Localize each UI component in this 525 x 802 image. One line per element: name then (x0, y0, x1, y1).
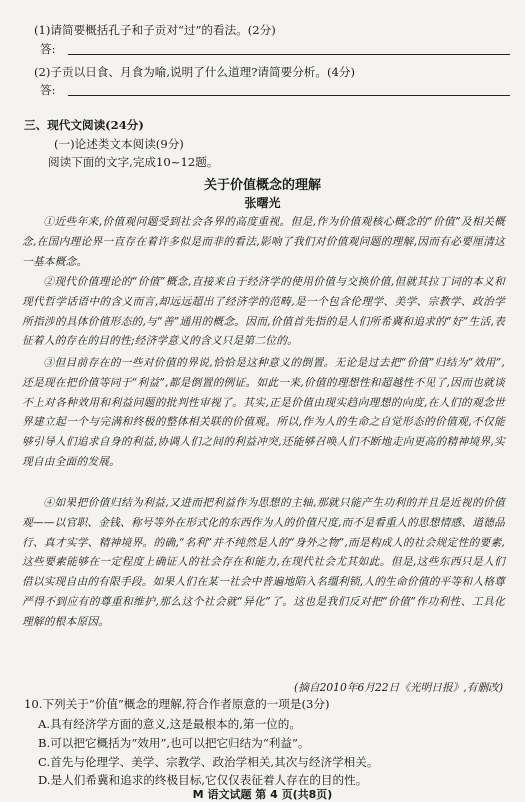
article-paragraph-3: ③但目前存在的一些对价值的界说,恰恰是这种意义的倒置。无论是过去把“价值”归结为“效用”,还是现在把价值等同于“利益”,都是倒置的例证。如此一来,价值的理想性和超越性不见了,因而也就谈不上对各种效用和利益问题的批判性审视了。其实,正是价值由现实趋向理想的向度,在人们的观念世界建立起一个与完满和终极的整体相关联的价值观。所以,作为人的生命之自觉形态的价值观,不仅能够引导人们追求自身的利益,协调人们之间的利益冲突,还能够召唤人们不断地走向更高的精神境界,实现自由全面的发展。 (22, 356, 505, 468)
article-paragraph-2: ②现代价值理论的“价值”概念,直接来自于经济学的使用价值与交换价值,但就其拉丁词的本义和现代哲学话语中的含义而言,却远远超出了经济学的范畴,是一个包含伦理学、美学、宗教学、政治学所指涉的具体价值形态的,与“善”通用的概念。因而,价值首先指的是人们所希冀和追求的“好”生活,表征着人的存在的目的性;经济学意义的含义只是第二位的。 (22, 275, 505, 348)
choice-c: C.首先与伦理学、美学、宗教学、政治学相关,其次与经济学相关。 (38, 755, 379, 769)
section-heading: 三、现代文阅读(24分) (24, 118, 144, 132)
question-1: (1)请简要概括孔子和子贡对“过”的看法。(2分) (34, 23, 276, 37)
article-source: (摘自2010年6月22日《光明日报》,有删改) (294, 681, 503, 694)
subsection-heading: (一)论述类文本阅读(9分) (54, 137, 184, 151)
article-title: 关于价值概念的理解 (203, 178, 321, 193)
page-footer: M 语文试题 第 4 页(共8页) (192, 788, 333, 801)
answer-line-2 (40, 83, 56, 97)
article-author: 张曙光 (244, 196, 281, 210)
answer-line-1 (40, 42, 56, 56)
reading-instruction: 阅读下面的文字,完成10~12题。 (48, 155, 219, 169)
answer-rule (68, 95, 510, 96)
question-10-stem: 10.下列关于“价值”概念的理解,符合作者原意的一项是(3分) (24, 697, 330, 711)
question-2: (2)子贡以日食、月食为喻,说明了什么道理?请简要分析。(4分) (34, 65, 355, 79)
choice-a: A.具有经济学方面的意义,这是最根本的,第一位的。 (38, 717, 301, 731)
answer-label: 答: (40, 83, 56, 97)
answer-label: 答: (40, 42, 56, 56)
article-paragraph-1: ①近些年来,价值观问题受到社会各界的高度重视。但是,作为价值观核心概念的“价值”及相关概念,在国内理论界一直存在着许多似是而非的看法,影响了我们对价值观问题的理解,因而有必要厘清这一基本概念。 (22, 215, 505, 268)
article-paragraph-4: ④如果把价值归结为利益,又进而把利益作为思想的主轴,那就只能产生功利的并且是近视的价值观——以官职、金钱、称号等外在形式化的东西作为人的价值尺度,而不是看重人的思想情感、道德品行、真才实学、精神境界。的确,“名利”并不纯然是人的“身外之物”,而是构成人的社会规定性的要素,这些要素能够在一定程度上确证人的社会存在和能力,在现代社会尤其如此。但是,这些东西只是人们借以实现自由的有限手段。如果人们在某一社会中普遍地陷入名缰利锁,人的生命价值的平等和人格尊严得不到应有的尊重和维护,那么这个社会就“异化”了。这也是我们反对把“价值”作功利性、工具化理解的根本原因。 (22, 496, 505, 628)
answer-rule (68, 54, 510, 55)
choice-d: D.是人们希冀和追求的终极目标,它仅仅表征着人存在的目的性。 (38, 773, 368, 787)
choice-b: B.可以把它概括为“效用”,也可以把它归结为“利益”。 (38, 736, 310, 750)
